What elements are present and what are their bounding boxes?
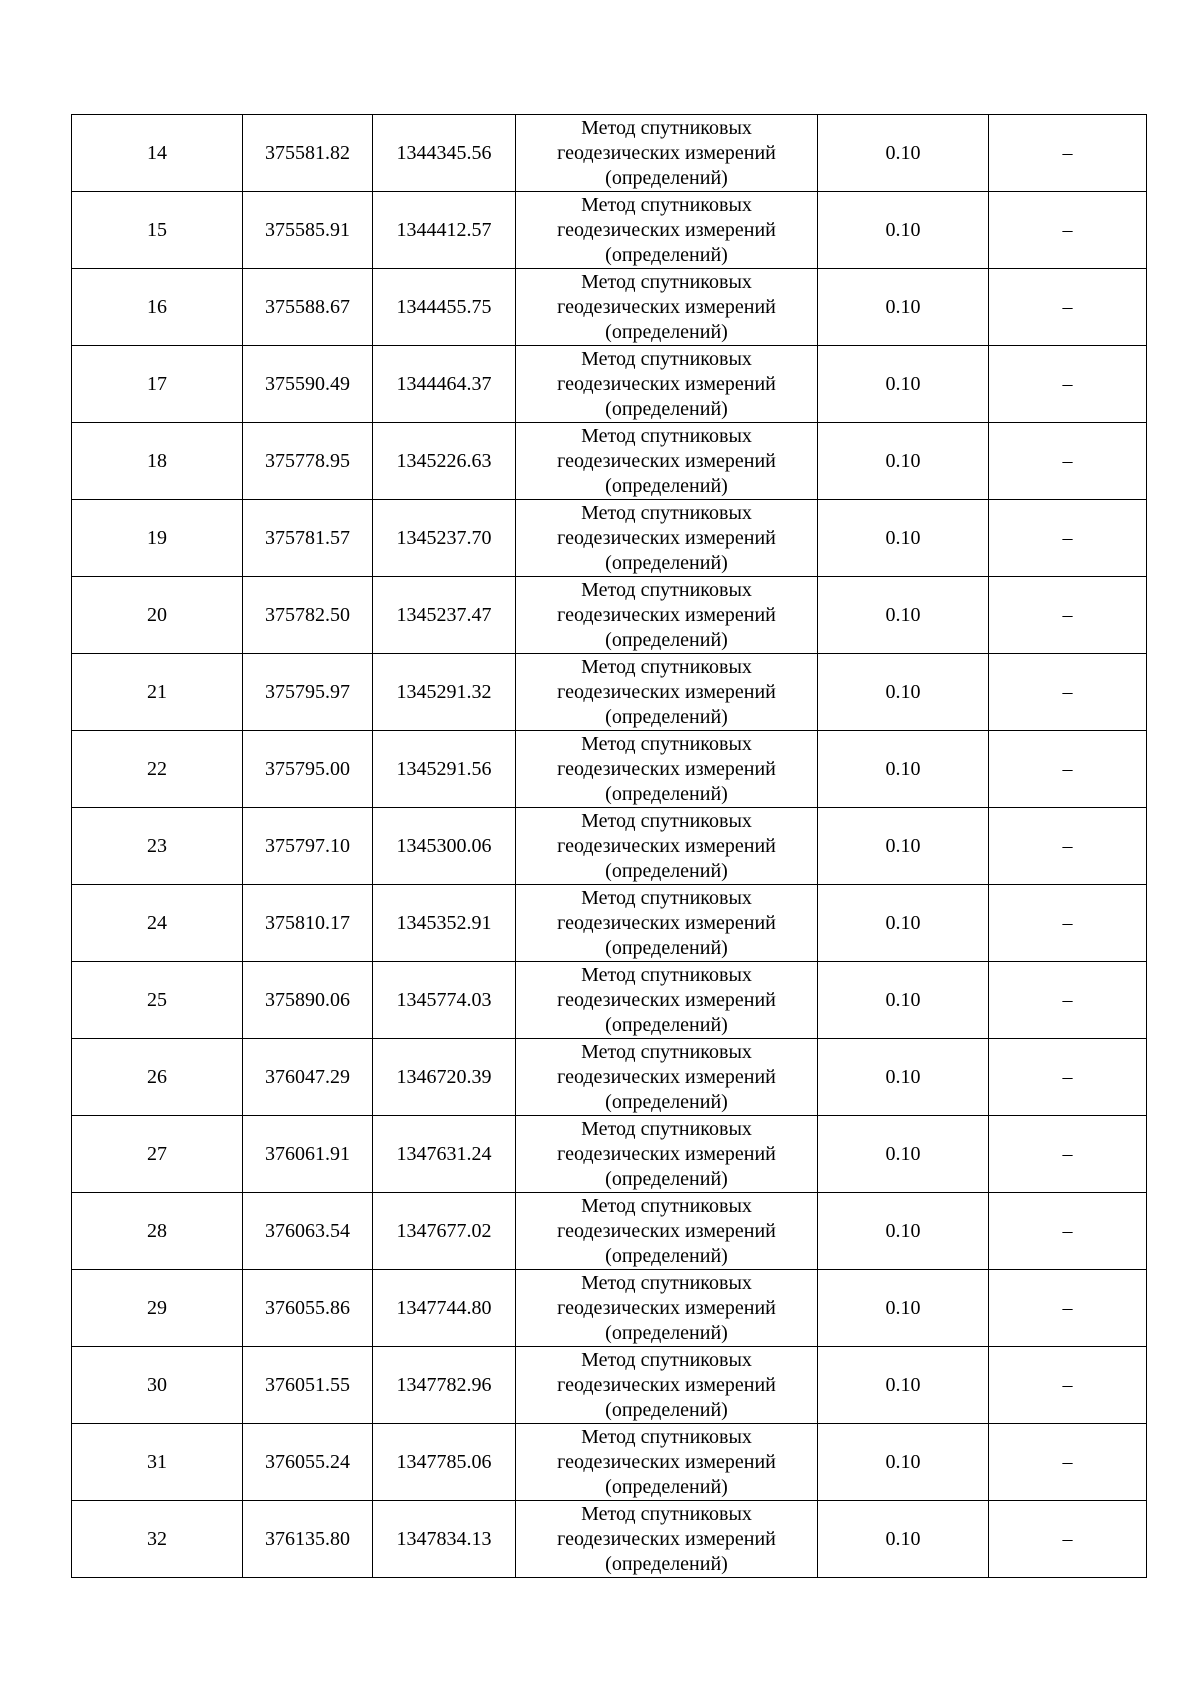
method-line: геодезических измерений	[557, 218, 776, 241]
method-line: (определений)	[605, 859, 728, 882]
accuracy-cell: 0.10	[818, 1039, 989, 1116]
point-number-cell: 26	[72, 1039, 243, 1116]
table-row	[72, 1193, 1147, 1270]
accuracy-cell: 0.10	[818, 731, 989, 808]
accuracy-cell: 0.10	[818, 1116, 989, 1193]
method-cell	[516, 423, 818, 500]
y-coordinate-cell: 1345226.63	[373, 423, 516, 500]
accuracy-cell: 0.10	[818, 192, 989, 269]
method-cell	[516, 115, 818, 192]
description-cell: –	[989, 1193, 1147, 1270]
method-line: геодезических измерений	[557, 141, 776, 164]
table-row	[72, 1116, 1147, 1193]
x-coordinate-cell: 375795.00	[243, 731, 373, 808]
method-line: геодезических измерений	[557, 449, 776, 472]
x-coordinate-cell: 375810.17	[243, 885, 373, 962]
y-coordinate-cell: 1344455.75	[373, 269, 516, 346]
method-line: геодезических измерений	[557, 988, 776, 1011]
method-line: (определений)	[605, 782, 728, 805]
table-row	[72, 885, 1147, 962]
x-coordinate-cell: 375778.95	[243, 423, 373, 500]
description-cell: –	[989, 654, 1147, 731]
y-coordinate-cell: 1345774.03	[373, 962, 516, 1039]
point-number-cell: 16	[72, 269, 243, 346]
method-line: (определений)	[605, 1321, 728, 1344]
y-coordinate-cell: 1345237.70	[373, 500, 516, 577]
method-line: Метод спутниковых	[581, 1502, 752, 1525]
y-coordinate-cell: 1345300.06	[373, 808, 516, 885]
accuracy-cell: 0.10	[818, 1347, 989, 1424]
method-line: геодезических измерений	[557, 1219, 776, 1242]
table-row	[72, 423, 1147, 500]
method-cell	[516, 1347, 818, 1424]
method-cell	[516, 1116, 818, 1193]
point-number-cell: 29	[72, 1270, 243, 1347]
method-cell	[516, 1270, 818, 1347]
description-cell: –	[989, 423, 1147, 500]
method-cell	[516, 1193, 818, 1270]
method-cell	[516, 962, 818, 1039]
point-number-cell: 23	[72, 808, 243, 885]
table-row	[72, 346, 1147, 423]
point-number-cell: 31	[72, 1424, 243, 1501]
method-cell	[516, 731, 818, 808]
y-coordinate-cell: 1345352.91	[373, 885, 516, 962]
coordinates-table	[71, 114, 1147, 1578]
description-cell: –	[989, 1347, 1147, 1424]
method-line: Метод спутниковых	[581, 809, 752, 832]
y-coordinate-cell: 1346720.39	[373, 1039, 516, 1116]
method-line: геодезических измерений	[557, 1296, 776, 1319]
description-cell: –	[989, 962, 1147, 1039]
accuracy-cell: 0.10	[818, 654, 989, 731]
method-cell	[516, 1424, 818, 1501]
method-line: геодезических измерений	[557, 526, 776, 549]
method-line: (определений)	[605, 1475, 728, 1498]
x-coordinate-cell: 375585.91	[243, 192, 373, 269]
x-coordinate-cell: 375890.06	[243, 962, 373, 1039]
accuracy-cell: 0.10	[818, 1270, 989, 1347]
description-cell: –	[989, 1501, 1147, 1578]
accuracy-cell: 0.10	[818, 1193, 989, 1270]
point-number-cell: 19	[72, 500, 243, 577]
description-cell: –	[989, 1270, 1147, 1347]
x-coordinate-cell: 375797.10	[243, 808, 373, 885]
y-coordinate-cell: 1345291.32	[373, 654, 516, 731]
method-line: геодезических измерений	[557, 911, 776, 934]
point-number-cell: 28	[72, 1193, 243, 1270]
point-number-cell: 22	[72, 731, 243, 808]
method-line: геодезических измерений	[557, 1065, 776, 1088]
method-line: геодезических измерений	[557, 1373, 776, 1396]
description-cell: –	[989, 577, 1147, 654]
method-line: (определений)	[605, 628, 728, 651]
y-coordinate-cell: 1344412.57	[373, 192, 516, 269]
table-row	[72, 269, 1147, 346]
table-row	[72, 115, 1147, 192]
table-row	[72, 962, 1147, 1039]
accuracy-cell: 0.10	[818, 423, 989, 500]
description-cell: –	[989, 731, 1147, 808]
point-number-cell: 27	[72, 1116, 243, 1193]
x-coordinate-cell: 375781.57	[243, 500, 373, 577]
method-line: (определений)	[605, 1398, 728, 1421]
y-coordinate-cell: 1347785.06	[373, 1424, 516, 1501]
method-line: Метод спутниковых	[581, 1425, 752, 1448]
x-coordinate-cell: 376135.80	[243, 1501, 373, 1578]
method-line: геодезических измерений	[557, 834, 776, 857]
method-line: Метод спутниковых	[581, 1040, 752, 1063]
description-cell: –	[989, 885, 1147, 962]
y-coordinate-cell: 1347782.96	[373, 1347, 516, 1424]
method-line: геодезических измерений	[557, 1450, 776, 1473]
table-row	[72, 1347, 1147, 1424]
point-number-cell: 15	[72, 192, 243, 269]
table-row	[72, 192, 1147, 269]
x-coordinate-cell: 376063.54	[243, 1193, 373, 1270]
table-row	[72, 1424, 1147, 1501]
point-number-cell: 20	[72, 577, 243, 654]
accuracy-cell: 0.10	[818, 1501, 989, 1578]
point-number-cell: 17	[72, 346, 243, 423]
accuracy-cell: 0.10	[818, 885, 989, 962]
description-cell: –	[989, 808, 1147, 885]
method-line: (определений)	[605, 397, 728, 420]
method-cell	[516, 1501, 818, 1578]
method-line: Метод спутниковых	[581, 578, 752, 601]
x-coordinate-cell: 375782.50	[243, 577, 373, 654]
y-coordinate-cell: 1345237.47	[373, 577, 516, 654]
method-line: (определений)	[605, 705, 728, 728]
x-coordinate-cell: 375590.49	[243, 346, 373, 423]
method-line: Метод спутниковых	[581, 424, 752, 447]
method-cell	[516, 654, 818, 731]
x-coordinate-cell: 376055.86	[243, 1270, 373, 1347]
method-line: геодезических измерений	[557, 1527, 776, 1550]
point-number-cell: 21	[72, 654, 243, 731]
point-number-cell: 24	[72, 885, 243, 962]
method-line: (определений)	[605, 166, 728, 189]
x-coordinate-cell: 376047.29	[243, 1039, 373, 1116]
table-row	[72, 1039, 1147, 1116]
description-cell: –	[989, 115, 1147, 192]
method-line: Метод спутниковых	[581, 1117, 752, 1140]
x-coordinate-cell: 376051.55	[243, 1347, 373, 1424]
method-line: Метод спутниковых	[581, 270, 752, 293]
method-line: (определений)	[605, 1090, 728, 1113]
method-line: Метод спутниковых	[581, 501, 752, 524]
method-line: Метод спутниковых	[581, 193, 752, 216]
method-cell	[516, 500, 818, 577]
point-number-cell: 25	[72, 962, 243, 1039]
method-cell	[516, 192, 818, 269]
point-number-cell: 18	[72, 423, 243, 500]
method-cell	[516, 1039, 818, 1116]
description-cell: –	[989, 269, 1147, 346]
x-coordinate-cell: 375795.97	[243, 654, 373, 731]
y-coordinate-cell: 1347677.02	[373, 1193, 516, 1270]
table-row	[72, 1501, 1147, 1578]
method-line: Метод спутниковых	[581, 1348, 752, 1371]
method-line: (определений)	[605, 1013, 728, 1036]
description-cell: –	[989, 500, 1147, 577]
method-line: (определений)	[605, 1552, 728, 1575]
method-line: геодезических измерений	[557, 372, 776, 395]
method-cell	[516, 577, 818, 654]
y-coordinate-cell: 1345291.56	[373, 731, 516, 808]
y-coordinate-cell: 1347631.24	[373, 1116, 516, 1193]
method-line: Метод спутниковых	[581, 1271, 752, 1294]
x-coordinate-cell: 375588.67	[243, 269, 373, 346]
description-cell: –	[989, 192, 1147, 269]
point-number-cell: 14	[72, 115, 243, 192]
table-row	[72, 731, 1147, 808]
method-line: (определений)	[605, 320, 728, 343]
y-coordinate-cell: 1347834.13	[373, 1501, 516, 1578]
accuracy-cell: 0.10	[818, 1424, 989, 1501]
table-row	[72, 500, 1147, 577]
method-cell	[516, 808, 818, 885]
accuracy-cell: 0.10	[818, 346, 989, 423]
method-line: Метод спутниковых	[581, 963, 752, 986]
method-line: Метод спутниковых	[581, 116, 752, 139]
method-line: геодезических измерений	[557, 603, 776, 626]
method-line: геодезических измерений	[557, 680, 776, 703]
method-line: геодезических измерений	[557, 295, 776, 318]
accuracy-cell: 0.10	[818, 962, 989, 1039]
x-coordinate-cell: 376061.91	[243, 1116, 373, 1193]
table-row	[72, 654, 1147, 731]
point-number-cell: 32	[72, 1501, 243, 1578]
method-line: Метод спутниковых	[581, 732, 752, 755]
description-cell: –	[989, 346, 1147, 423]
method-line: Метод спутниковых	[581, 886, 752, 909]
y-coordinate-cell: 1344345.56	[373, 115, 516, 192]
accuracy-cell: 0.10	[818, 808, 989, 885]
method-line: (определений)	[605, 1167, 728, 1190]
method-cell	[516, 346, 818, 423]
table-row	[72, 1270, 1147, 1347]
x-coordinate-cell: 375581.82	[243, 115, 373, 192]
accuracy-cell: 0.10	[818, 500, 989, 577]
method-line: геодезических измерений	[557, 757, 776, 780]
method-line: (определений)	[605, 474, 728, 497]
accuracy-cell: 0.10	[818, 577, 989, 654]
method-line: геодезических измерений	[557, 1142, 776, 1165]
description-cell: –	[989, 1424, 1147, 1501]
description-cell: –	[989, 1039, 1147, 1116]
point-number-cell: 30	[72, 1347, 243, 1424]
table-row	[72, 577, 1147, 654]
table-row	[72, 808, 1147, 885]
method-cell	[516, 885, 818, 962]
description-cell: –	[989, 1116, 1147, 1193]
method-line: (определений)	[605, 243, 728, 266]
x-coordinate-cell: 376055.24	[243, 1424, 373, 1501]
method-line: Метод спутниковых	[581, 1194, 752, 1217]
method-line: Метод спутниковых	[581, 655, 752, 678]
coordinates-table-body	[72, 115, 1147, 1578]
method-line: (определений)	[605, 936, 728, 959]
method-line: Метод спутниковых	[581, 347, 752, 370]
accuracy-cell: 0.10	[818, 269, 989, 346]
method-line: (определений)	[605, 1244, 728, 1267]
y-coordinate-cell: 1347744.80	[373, 1270, 516, 1347]
method-cell	[516, 269, 818, 346]
method-line: (определений)	[605, 551, 728, 574]
accuracy-cell: 0.10	[818, 115, 989, 192]
y-coordinate-cell: 1344464.37	[373, 346, 516, 423]
